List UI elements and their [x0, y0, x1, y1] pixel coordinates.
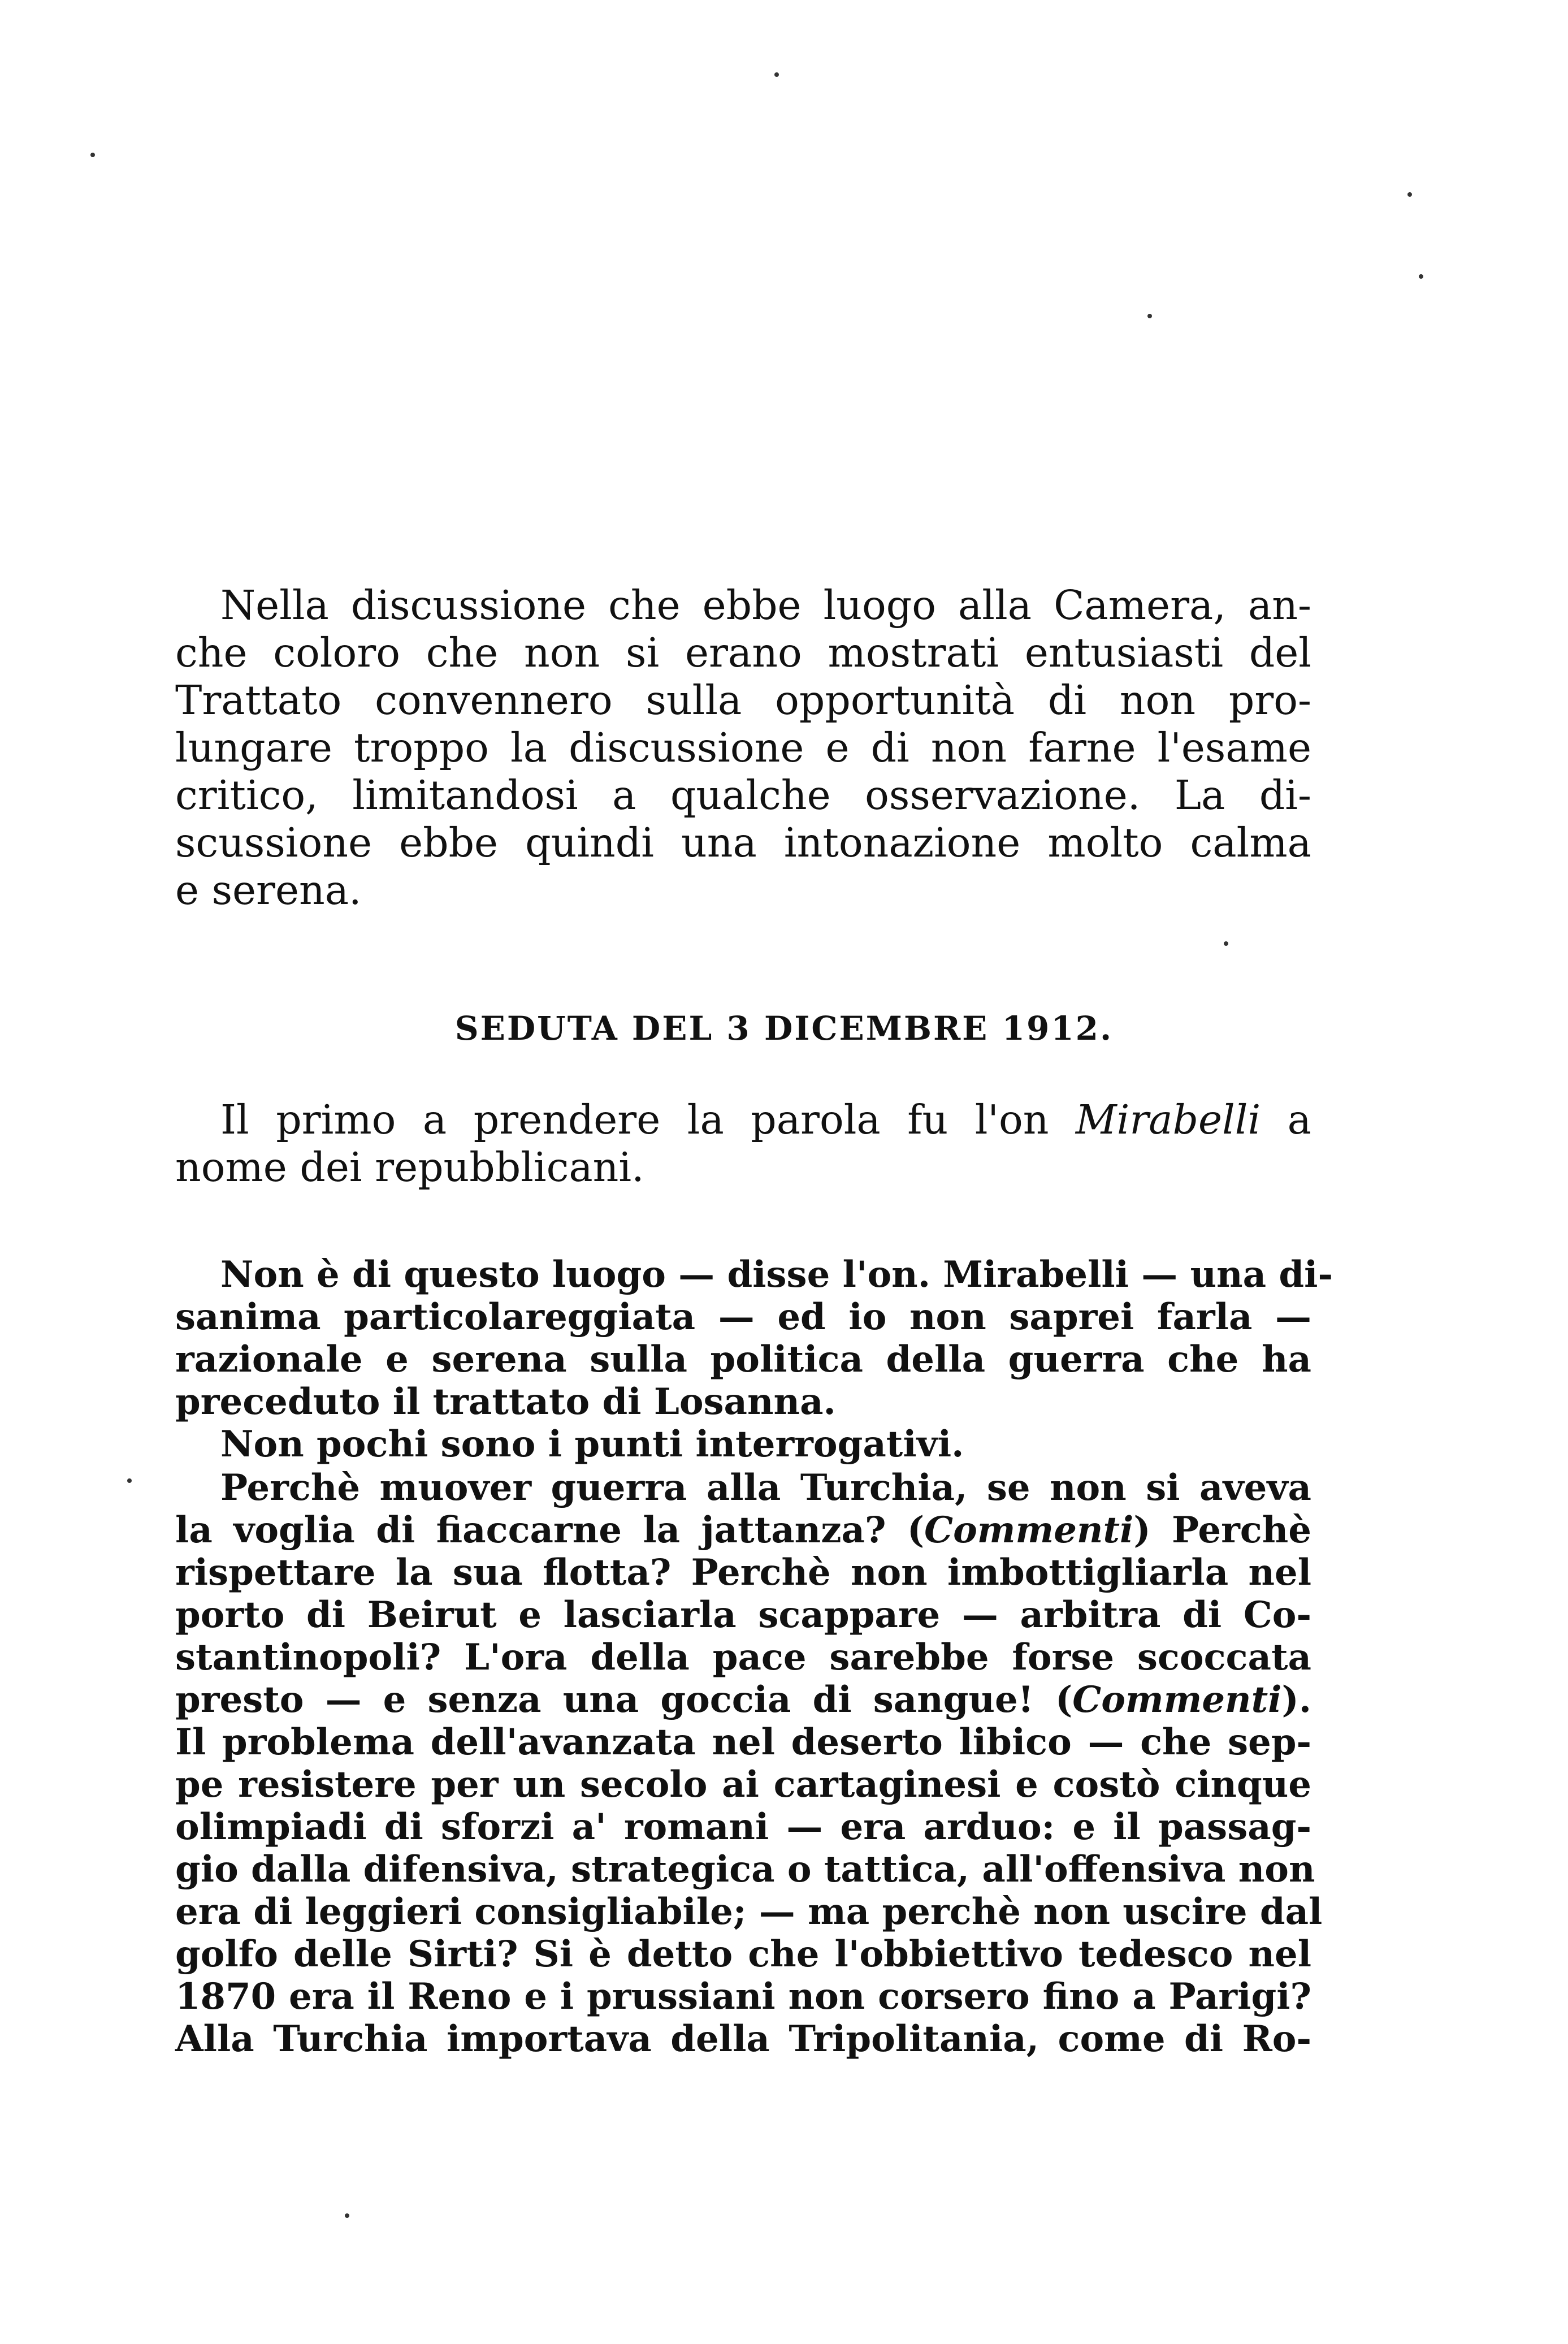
quote-line: porto di Beirut e lasciarla scappare — arbitra di Co- [175, 1594, 1311, 1636]
quote-line: Alla Turchia importava della Tripolitania, come di Ro- [175, 2018, 1311, 2060]
quote-line: olimpiadi di sforzi a' romani — era arduo: e il passag- [175, 1806, 1311, 1848]
quote-line: pe resistere per un secolo ai cartaginesi e costò cinque [175, 1763, 1311, 1806]
quote-line [175, 1679, 1311, 1721]
intro-line: scussione ebbe quindi una intonazione molto calma [175, 819, 1311, 866]
scan-speck [90, 153, 95, 157]
scan-speck [1147, 314, 1152, 318]
quote-line: Non è di questo luogo — disse l'on. Mirabelli — una di- [220, 1253, 1333, 1296]
quote-text: presto — e senza una goccia di sangue! ( [175, 1679, 1073, 1721]
quote-line [175, 1509, 1311, 1551]
quote-line: stantinopoli? L'ora della pace sarebbe forse scoccata [175, 1636, 1311, 1679]
speaker-name: Mirabelli [1075, 1096, 1261, 1143]
stage-direction: Commenti [924, 1509, 1134, 1551]
quote-line: 1870 era il Reno e i prussiani non corsero fino a Parigi? [175, 1975, 1311, 2018]
stage-direction: Commenti [1072, 1679, 1282, 1721]
scan-speck [774, 72, 779, 77]
lead-line: nome dei repubblicani. [175, 1144, 644, 1191]
quote-line: Perchè muover guerra alla Turchia, se non si aveva [220, 1467, 1311, 1509]
intro-line: e serena. [175, 867, 362, 914]
intro-line: Nella discussione che ebbe luogo alla Camera, an- [220, 582, 1311, 629]
intro-line: che coloro che non si erano mostrati entusiasti del [175, 629, 1311, 676]
scan-speck [345, 2213, 349, 2218]
quote-line: Non pochi sono i punti interrogativi. [220, 1423, 964, 1465]
quote-line: razionale e serena sulla politica della guerra che ha [175, 1338, 1311, 1381]
scan-speck [1419, 274, 1423, 279]
lead-line [175, 1096, 1311, 1143]
quote-text: ). [1281, 1679, 1311, 1721]
intro-line: critico, limitandosi a qualche osservazione. La di- [175, 772, 1311, 819]
quote-line: preceduto il trattato di Losanna. [175, 1381, 836, 1423]
quote-line: gio dalla difensiva, strategica o tattica, all'offensiva non [175, 1848, 1315, 1891]
quote-line: era di leggieri consigliabile; — ma perchè non uscire dal [175, 1891, 1323, 1933]
quote-line: Il problema dell'avanzata nel deserto libico — che sep- [175, 1721, 1311, 1763]
intro-line: Trattato convennero sulla opportunità di non pro- [175, 677, 1311, 724]
quote-line: golfo delle Sirti? Si è detto che l'obbiettivo tedesco nel [175, 1933, 1311, 1975]
scan-speck [127, 1478, 132, 1483]
scan-speck [1224, 941, 1228, 946]
quote-text: la voglia di fiaccarne la jattanza? ( [175, 1509, 925, 1551]
section-heading: SEDUTA DEL 3 DICEMBRE 1912. [454, 1009, 1114, 1048]
quote-line: rispettare la sua flotta? Perchè non imbottigliarla nel [175, 1551, 1311, 1594]
scan-speck [1407, 192, 1412, 197]
lead-text: Il primo a prendere la parola fu l'on [220, 1096, 1076, 1143]
quote-line: sanima particolareggiata — ed io non saprei farla — [175, 1296, 1311, 1338]
quote-text: ) Perchè [1133, 1509, 1311, 1551]
lead-text: a [1261, 1096, 1311, 1143]
intro-line: lungare troppo la discussione e di non farne l'esame [175, 724, 1311, 771]
